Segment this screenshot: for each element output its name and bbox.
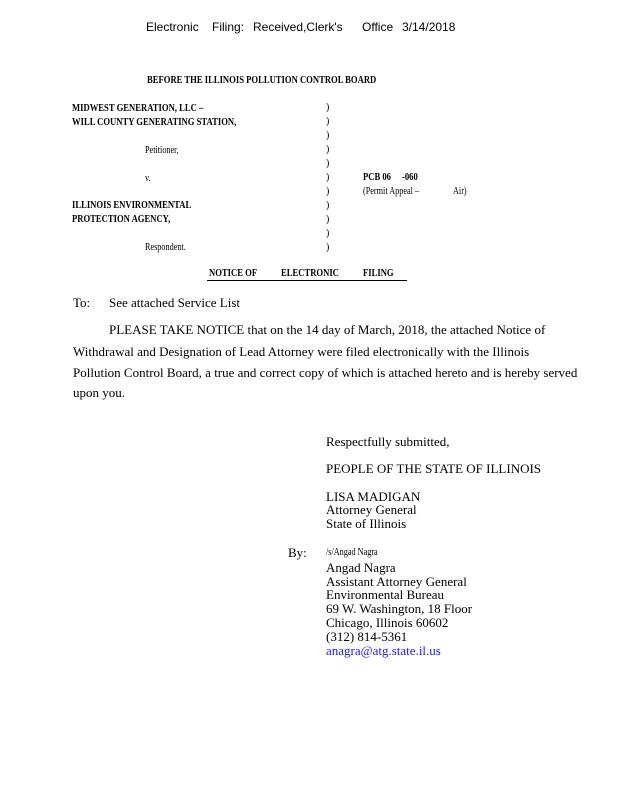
closing: Respectfully submitted, bbox=[326, 434, 450, 449]
bureau-name: Environmental Bureau bbox=[326, 587, 445, 602]
filing-stamp-electronic: Electronic bbox=[146, 20, 199, 34]
caption-paren: ) bbox=[326, 130, 330, 141]
petitioner-name-line1: MIDWEST GENERATION, LLC – bbox=[72, 103, 204, 114]
petitioner-name-line2: WILL COUNTY GENERATING STATION, bbox=[72, 117, 237, 128]
ag-title: Attorney General bbox=[326, 502, 417, 517]
caption-paren: ) bbox=[326, 214, 330, 225]
case-number-prefix: PCB 06 bbox=[363, 172, 391, 183]
caption-paren: ) bbox=[326, 228, 330, 239]
e-signature: /s/Angad Nagra bbox=[326, 547, 378, 558]
notice-title-word3: FILING bbox=[363, 268, 394, 279]
caption-paren: ) bbox=[326, 158, 330, 169]
attorney-title: Assistant Attorney General bbox=[326, 574, 467, 589]
respondent-role: Respondent. bbox=[145, 242, 186, 253]
attorney-name: Angad Nagra bbox=[326, 560, 396, 575]
by-label: By: bbox=[288, 545, 307, 560]
to-value: See attached Service List bbox=[109, 295, 241, 310]
filing-stamp-date: 3/14/2018 bbox=[402, 20, 456, 34]
notice-title-word1: NOTICE OF bbox=[209, 268, 258, 279]
body-line-3: Pollution Control Board, a true and correct copy of which is attached hereto and is hereby served bbox=[73, 365, 578, 380]
filing-stamp-office: Office bbox=[362, 20, 394, 34]
address-line-1: 69 W. Washington, 18 Floor bbox=[326, 601, 473, 616]
address-line-2: Chicago, Illinois 60602 bbox=[326, 615, 449, 630]
phone-number: (312) 814-5361 bbox=[326, 629, 408, 644]
body-line-1: PLEASE TAKE NOTICE that on the 14 day of March, 2018, the attached Notice of bbox=[109, 322, 546, 337]
caption-paren: ) bbox=[326, 172, 330, 183]
case-type-prefix: (Permit Appeal – bbox=[363, 186, 420, 197]
ag-name: LISA MADIGAN bbox=[326, 489, 421, 504]
case-type-suffix: Air) bbox=[453, 186, 467, 197]
body-line-2: Withdrawal and Designation of Lead Attorney were filed electronically with the Illinois bbox=[73, 344, 530, 359]
notice-title-word2: ELECTRONIC bbox=[281, 268, 339, 279]
party-name: PEOPLE OF THE STATE OF ILLINOIS bbox=[326, 461, 542, 476]
ag-state: State of Illinois bbox=[326, 516, 407, 531]
filing-stamp-filing: Filing: bbox=[212, 20, 245, 34]
caption-paren: ) bbox=[326, 242, 330, 253]
petitioner-role: Petitioner, bbox=[145, 145, 179, 156]
email-link[interactable]: anagra@atg.state.il.us bbox=[326, 643, 441, 658]
to-label: To: bbox=[73, 295, 91, 310]
caption-paren: ) bbox=[326, 116, 330, 127]
case-number-suffix: -060 bbox=[402, 172, 418, 183]
caption-paren: ) bbox=[326, 102, 330, 113]
filing-stamp-received: Received,Clerk's bbox=[253, 20, 343, 34]
respondent-name-line2: PROTECTION AGENCY, bbox=[72, 214, 171, 225]
caption-paren: ) bbox=[326, 144, 330, 155]
respondent-name-line1: ILLINOIS ENVIRONMENTAL bbox=[72, 200, 192, 211]
versus-label: v. bbox=[145, 173, 151, 184]
notice-title-underline bbox=[207, 280, 407, 281]
court-heading: BEFORE THE ILLINOIS POLLUTION CONTROL BOARD bbox=[147, 75, 377, 86]
caption-paren: ) bbox=[326, 186, 330, 197]
caption-paren: ) bbox=[326, 200, 330, 211]
body-line-4: upon you. bbox=[73, 385, 125, 400]
